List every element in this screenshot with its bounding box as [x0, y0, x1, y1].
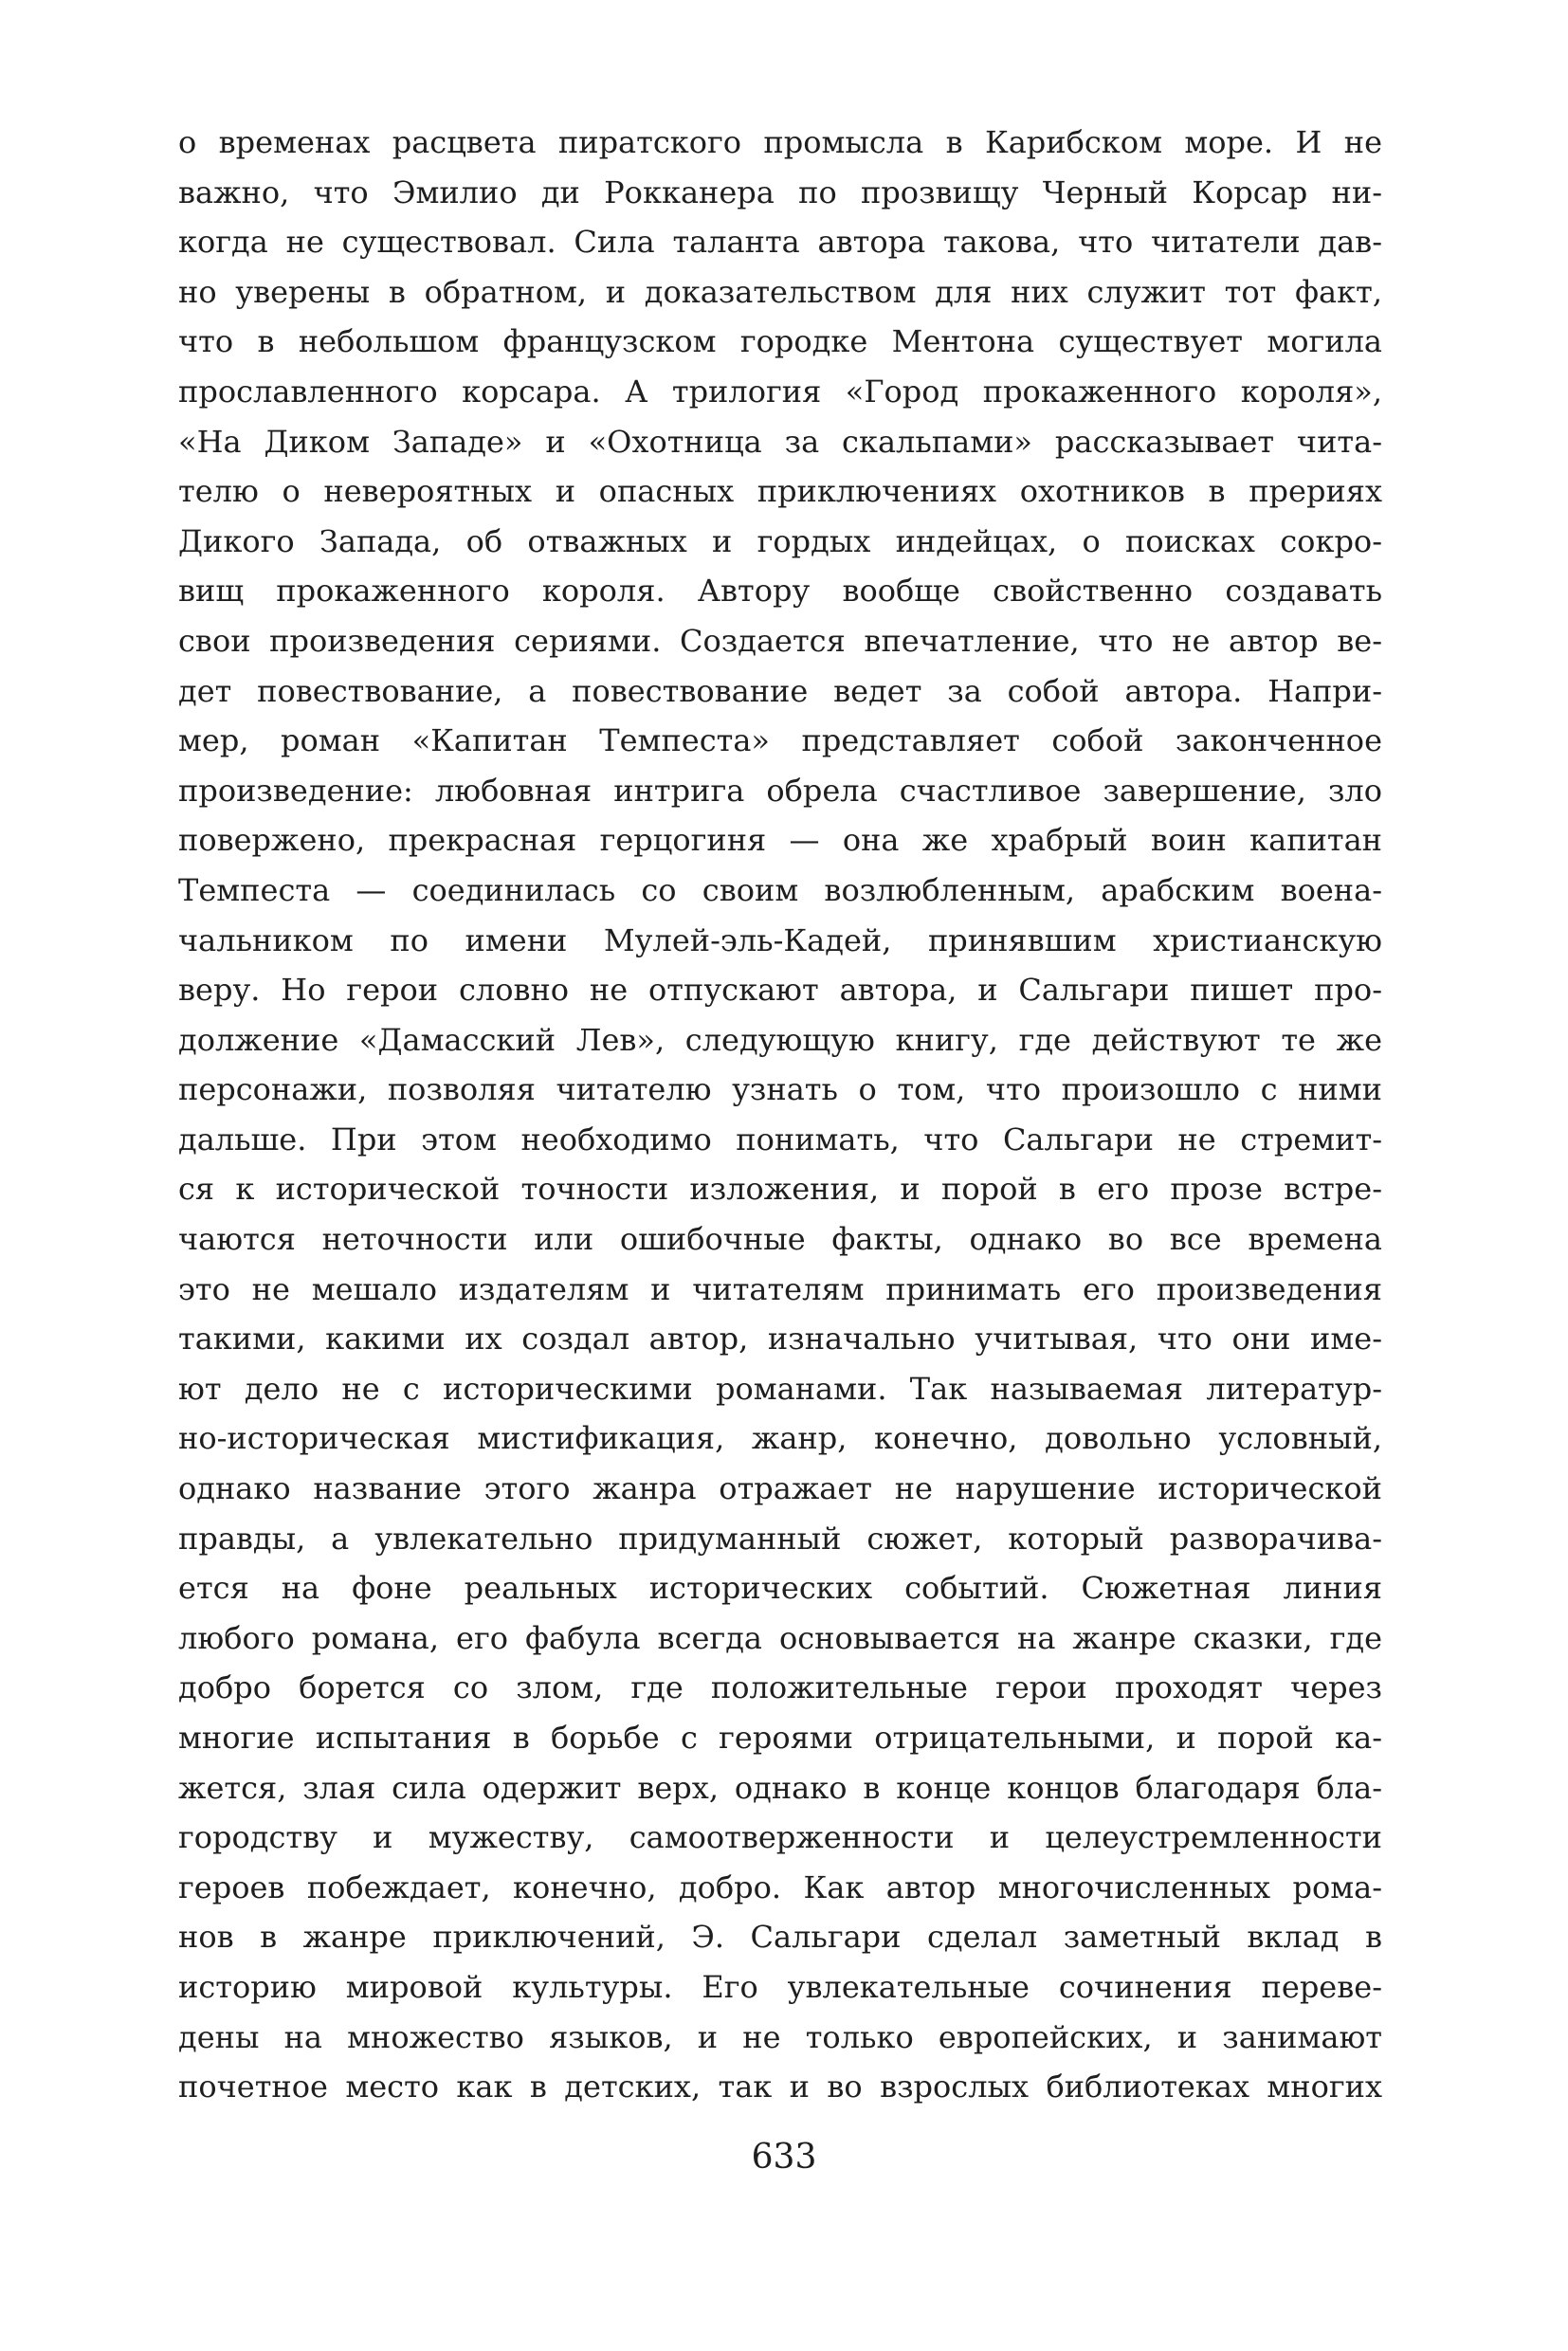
text-line: любого романа, его фабула всегда основывается на жанре сказки, где	[178, 1619, 1382, 1656]
text-line: такими, какими их создал автор, изначально учитывая, что они име-	[178, 1321, 1382, 1358]
text-line: прославленного корсара. А трилогия «Город прокаженного короля»,	[178, 373, 1382, 410]
text-line: почетное место как в детских, так и во взрослых библиотеках многих	[178, 2069, 1382, 2105]
text-line: жется, злая сила одержит верх, однако в конце концов благодаря бла-	[178, 1769, 1382, 1806]
page-number: 633	[751, 2138, 817, 2177]
text-line: произведение: любовная интрига обрела счастливое завершение, зло	[178, 772, 1382, 809]
text-line: городству и мужеству, самоотверженности и целеустремленности	[178, 1819, 1382, 1856]
text-line: мер, роман «Капитан Темпеста» представляет собой законченное	[178, 722, 1382, 759]
text-line: Темпеста — соединилась со своим возлюбленным, арабским воена-	[178, 871, 1382, 908]
text-line: свои произведения сериями. Создается впечатление, что не автор ве-	[178, 622, 1382, 659]
text-line: однако название этого жанра отражает не нарушение исторической	[178, 1470, 1382, 1507]
text-line: ют дело не с историческими романами. Так называемая литератур-	[178, 1370, 1382, 1407]
text-line: когда не существовал. Сила таланта автора такова, что читатели дав-	[178, 224, 1382, 261]
text-line: что в небольшом французском городке Ментона существует могила	[178, 323, 1382, 360]
text-line: персонажи, позволяя читателю узнать о том, что произошло с ними	[178, 1071, 1382, 1108]
text-line: но-историческая мистификация, жанр, конечно, довольно условный,	[178, 1420, 1382, 1457]
text-line: добро борется со злом, где положительные герои проходят через	[178, 1669, 1382, 1706]
text-line: дальше. При этом необходимо понимать, что Сальгари не стремит-	[178, 1121, 1382, 1157]
text-line: важно, что Эмилио ди Рокканера по прозвищу Черный Корсар ни-	[178, 173, 1382, 210]
text-line: дены на множество языков, и не только европейских, и занимают	[178, 2018, 1382, 2055]
text-line: но уверены в обратном, и доказательством для них служит тот факт,	[178, 273, 1382, 310]
text-line: это не мешало издателям и читателям принимать его произведения	[178, 1270, 1382, 1307]
text-line: героев побеждает, конечно, добро. Как автор многочисленных рома-	[178, 1868, 1382, 1905]
text-line: должение «Дамасский Лев», следующую книгу, где действуют те же	[178, 1021, 1382, 1058]
text-line: историю мировой культуры. Его увлекательные сочинения переве-	[178, 1968, 1382, 2005]
text-line: «На Диком Западе» и «Охотница за скальпами» рассказывает чита-	[178, 423, 1382, 460]
text-line: ется на фоне реальных исторических событий. Сюжетная линия	[178, 1570, 1382, 1607]
text-line: чаются неточности или ошибочные факты, однако во все времена	[178, 1221, 1382, 1258]
text-line: нов в жанре приключений, Э. Сальгари сделал заметный вклад в	[178, 1919, 1382, 1956]
text-line: о временах расцвета пиратского промысла в Карибском море. И не	[178, 124, 1382, 160]
text-line: ся к исторической точности изложения, и порой в его прозе встре-	[178, 1171, 1382, 1208]
text-line: чальником по имени Мулей-эль-Кадей, принявшим христианскую	[178, 921, 1382, 958]
text-line: дет повествование, а повествование ведет за собой автора. Напри-	[178, 672, 1382, 709]
text-line: Дикого Запада, об отважных и гордых индейцах, о поисках сокро-	[178, 522, 1382, 559]
text-line: вищ прокаженного короля. Автору вообще свойственно создавать	[178, 573, 1382, 610]
text-line: повержено, прекрасная герцогиня — она же храбрый воин капитан	[178, 822, 1382, 859]
text-line: правды, а увлекательно придуманный сюжет, который разворачива-	[178, 1520, 1382, 1557]
text-line: многие испытания в борьбе с героями отрицательными, и порой ка-	[178, 1720, 1382, 1756]
text-line: веру. Но герои словно не отпускают автора, и Сальгари пишет про-	[178, 972, 1382, 1009]
body-text	[178, 118, 1382, 2112]
text-line: телю о невероятных и опасных приключениях охотников в прериях	[178, 473, 1382, 510]
